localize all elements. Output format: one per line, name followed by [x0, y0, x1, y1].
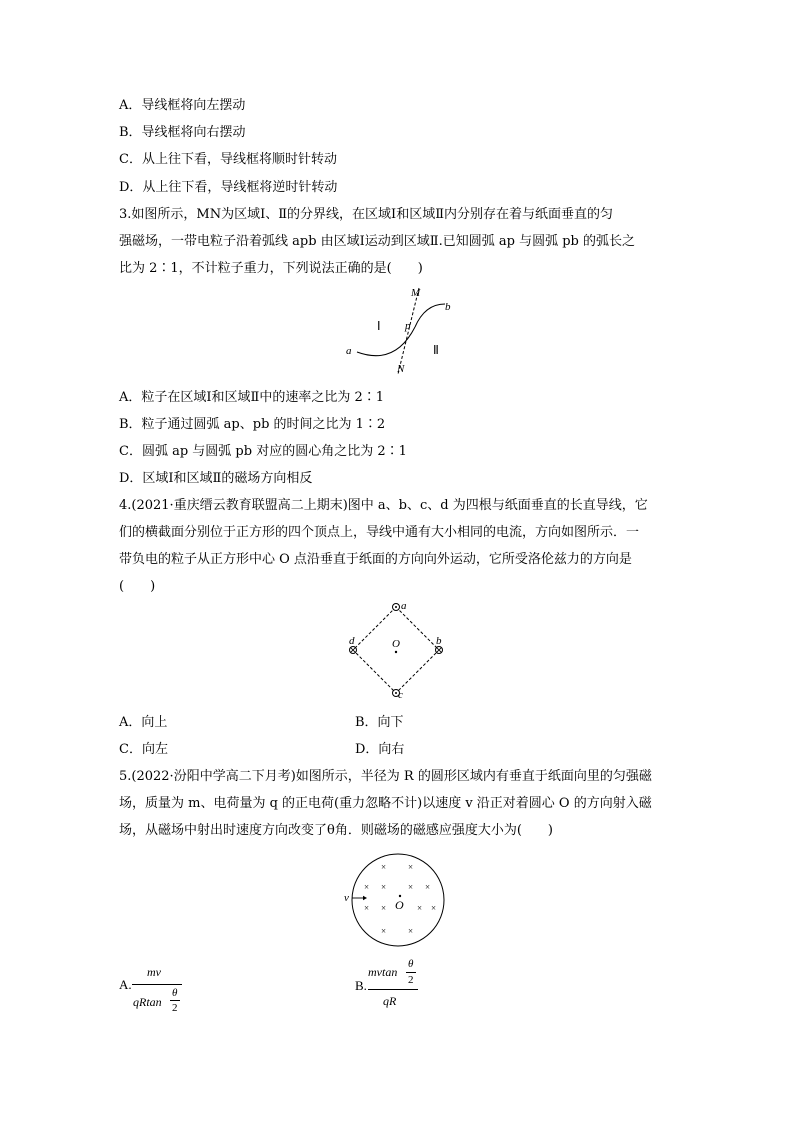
center-o-point [399, 895, 401, 897]
q5-stem-line1: 5.(2022·汾阳中学高二下月考)如图所示，半径为 R 的圆形区域内有垂直于纸面向里的匀强磁 [119, 769, 652, 784]
q3-option-d: D．区域Ⅰ和区域Ⅱ的磁场方向相反 [119, 471, 313, 486]
q2-option-d: D．从上往下看，导线框将逆时针转动 [119, 180, 338, 195]
option-b-fraction-bar [368, 989, 418, 990]
field-cross-icon: × [381, 882, 387, 892]
label-region-1: Ⅰ [377, 319, 381, 333]
label-a: a [346, 345, 352, 357]
q4-option-d: D．向右 [355, 742, 405, 757]
label-c: c [398, 689, 403, 700]
option-a-numerator: mv [147, 965, 161, 979]
field-cross-icon: × [364, 903, 370, 913]
label-v: v [344, 892, 349, 904]
label-b: b [445, 301, 451, 313]
q2-option-b: B．导线框将向右摆动 [119, 125, 246, 140]
option-b-half-denominator: 2 [408, 974, 414, 986]
field-cross-icon: × [381, 903, 387, 913]
q3-figure [335, 282, 465, 378]
label-d: d [349, 635, 355, 647]
q4-stem-line4: ( ) [119, 579, 156, 594]
label-a: a [401, 600, 407, 612]
label-region-2: Ⅱ [433, 343, 439, 357]
wire-b-cross-icon [436, 647, 443, 654]
option-b-label: B. [355, 978, 367, 993]
q3-stem-line3: 比为 2∶1，不计粒子重力，下列说法正确的是( ) [119, 261, 423, 276]
square-outline [353, 607, 439, 693]
q4-figure [343, 598, 453, 700]
q3-stem-line1: 3.如图所示，MN为区域Ⅰ、Ⅱ的分界线，在区域Ⅰ和区域Ⅱ内分别存在着与纸面垂直的匀 [119, 207, 614, 222]
option-a-half-numerator: θ [172, 987, 178, 999]
option-b-numerator: mvtan [368, 965, 398, 979]
option-a-label: A. [119, 977, 132, 992]
option-a-denominator: qRtan [133, 995, 162, 1009]
q2-option-c: C．从上往下看，导线框将顺时针转动 [119, 152, 337, 167]
label-n: N [397, 363, 405, 375]
velocity-arrowhead-icon [363, 896, 367, 900]
option-b-half-bar [406, 972, 416, 973]
field-cross-icon: × [381, 926, 387, 936]
wire-a-dot-icon [393, 604, 400, 611]
q5-option-b [355, 956, 435, 1016]
q5-stem-line2: 场，质量为 m、电荷量为 q 的正电荷(重力忽略不计)以速度 v 沿正对着圆心 O 的方向射入磁 [119, 796, 652, 811]
q4-stem-line2: 们的横截面分别位于正方形的四个顶点上，导线中通有大小相同的电流，方向如图所示．一 [119, 525, 640, 540]
field-cross-icon: × [408, 862, 414, 872]
q4-option-b: B．向下 [355, 715, 404, 730]
q3-option-a: A．粒子在区域Ⅰ和区域Ⅱ中的速率之比为 2∶1 [119, 390, 385, 405]
field-cross-icon: × [408, 882, 414, 892]
q5-option-a [119, 962, 199, 1022]
option-a-half-bar [170, 1000, 180, 1001]
label-m: M [411, 287, 421, 299]
field-cross-icon: × [431, 903, 437, 913]
option-a-fraction-bar [132, 984, 182, 985]
option-b-denominator: qR [383, 994, 397, 1008]
q4-option-c: C．向左 [119, 742, 168, 757]
field-cross-icon: × [381, 862, 387, 872]
label-o: O [395, 898, 404, 912]
q3-option-c: C．圆弧 ap 与圆弧 pb 对应的圆心角之比为 2∶1 [119, 444, 407, 459]
field-cross-icon: × [364, 882, 370, 892]
center-o-point [395, 651, 397, 653]
q4-option-a: A．向上 [119, 715, 168, 730]
q5-figure [338, 850, 453, 950]
label-o: O [392, 638, 400, 650]
q4-stem-line1: 4.(2021·重庆缙云教育联盟高二上期末)图中 a、b、c、d 为四根与纸面垂直的长直导线，它 [119, 498, 648, 513]
field-cross-icon: × [408, 926, 414, 936]
q2-option-a: A．导线框将向左摆动 [119, 98, 246, 113]
q5-stem-line3: 场，从磁场中射出时速度方向改变了θ角．则磁场的磁感应强度大小为( ) [119, 823, 553, 838]
field-cross-icon: × [417, 903, 423, 913]
q3-option-b: B．粒子通过圆弧 ap、pb 的时间之比为 1∶2 [119, 417, 386, 432]
option-a-half-denominator: 2 [172, 1002, 178, 1014]
option-b-half-numerator: θ [408, 958, 414, 970]
wire-d-cross-icon [350, 647, 357, 654]
q4-stem-line3: 带负电的粒子从正方形中心 O 点沿垂直于纸面的方向向外运动，它所受洛伦兹力的方向是 [119, 552, 632, 567]
label-b: b [436, 635, 442, 647]
label-p: p [405, 320, 411, 332]
field-cross-icon: × [425, 882, 431, 892]
q3-stem-line2: 强磁场，一带电粒子沿着弧线 apb 由区域Ⅰ运动到区域Ⅱ.已知圆弧 ap 与圆弧 pb 的弧长之 [119, 234, 636, 249]
arc-pb [415, 304, 445, 327]
